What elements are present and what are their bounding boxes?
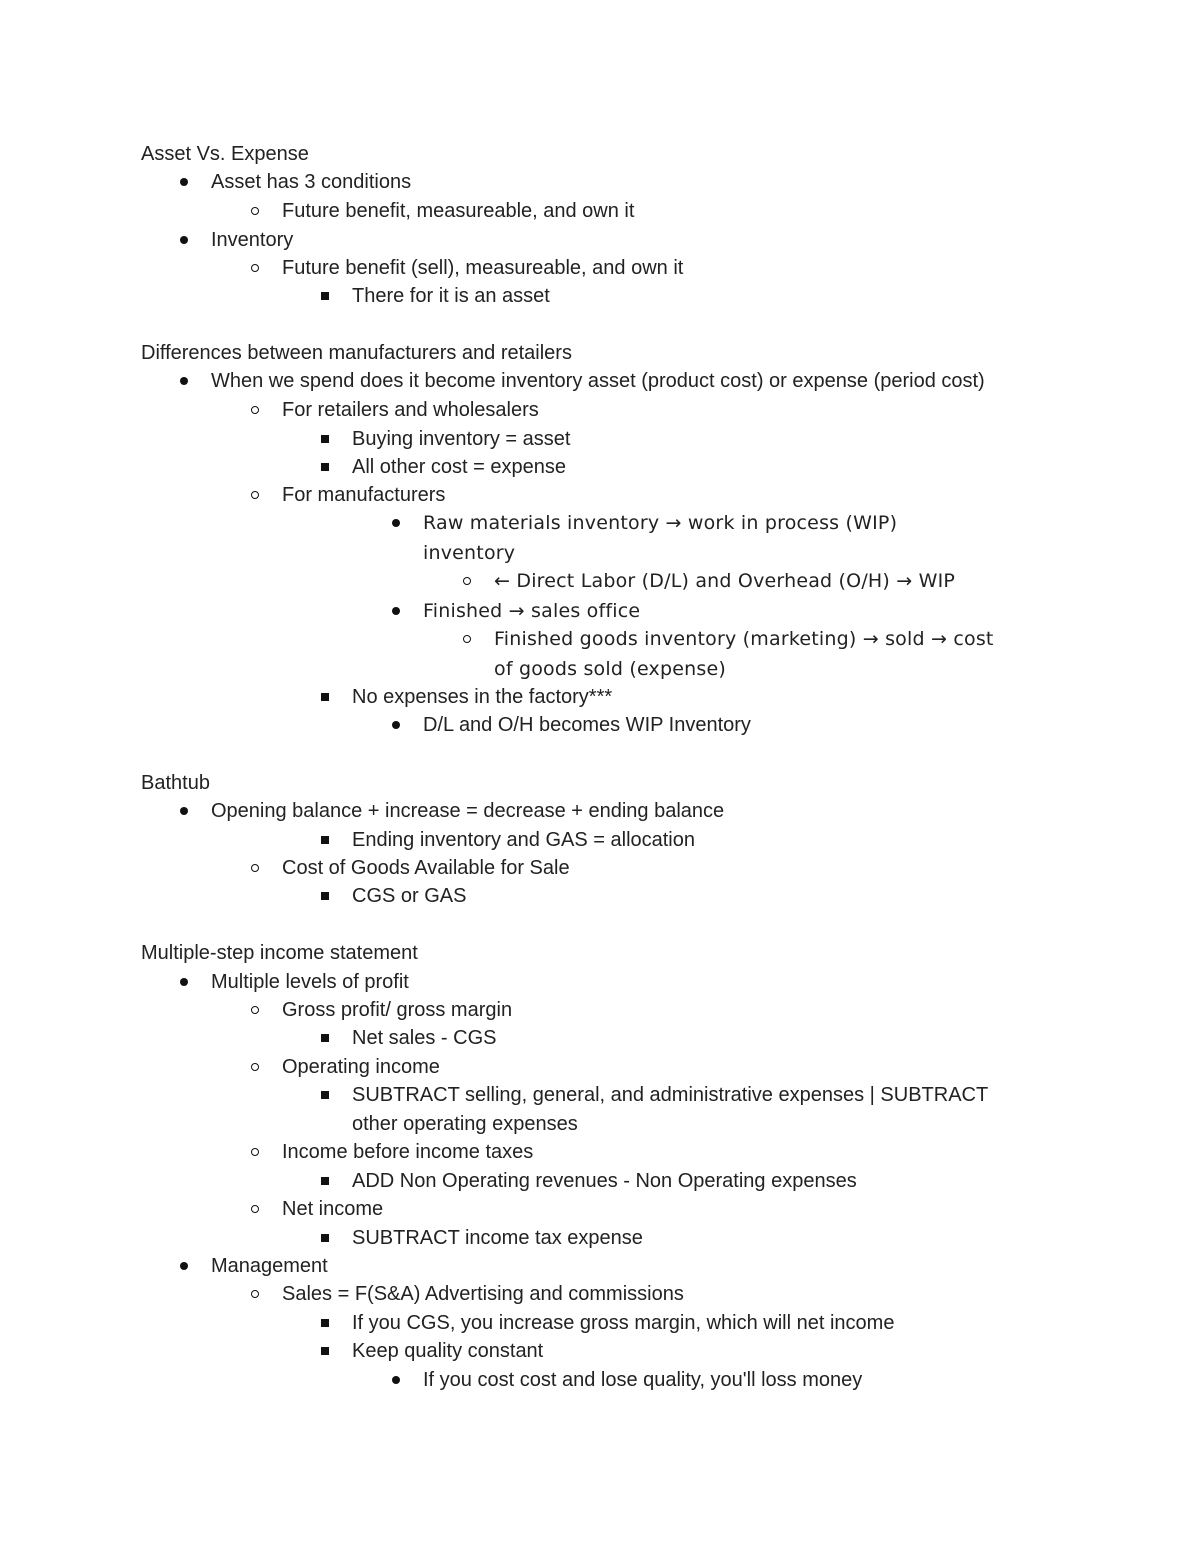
bullet-circle-icon <box>248 197 262 225</box>
bullet-dot-icon <box>389 509 403 537</box>
list-item-text: Asset has 3 conditions <box>211 171 412 193</box>
heading-text: Bathtub <box>141 772 210 794</box>
bullet-dot-icon <box>389 1366 403 1394</box>
list-item-text: Net income <box>282 1198 384 1220</box>
list-item-text: other operating expenses <box>352 1113 578 1135</box>
list-item-text: Sales = F(S&A) Advertising and commissions <box>282 1283 684 1305</box>
bullet-circle-icon <box>248 1138 262 1166</box>
list-item-text: When we spend does it become inventory asset (product cost) or expense (period cost) <box>211 370 985 392</box>
list-item-text: SUBTRACT income tax expense <box>352 1227 643 1249</box>
list-item-text: Net sales - CGS <box>352 1027 497 1049</box>
bullet-dot-icon <box>389 597 403 625</box>
list-item-text: Finished goods inventory (marketing) → sold → cost <box>494 628 994 650</box>
bullet-dot-icon <box>177 1252 191 1280</box>
bullet-circle-icon <box>248 854 262 882</box>
bullet-dot-icon <box>177 168 191 196</box>
bullet-square-icon <box>318 282 332 310</box>
bullet-circle-icon <box>248 1053 262 1081</box>
bullet-square-icon <box>318 1167 332 1195</box>
bullet-square-icon <box>318 1309 332 1337</box>
heading-text: Multiple-step income statement <box>141 942 418 964</box>
list-item-text: SUBTRACT selling, general, and administrative expenses | SUBTRACT <box>352 1084 989 1106</box>
list-item-text: Inventory <box>211 229 294 251</box>
bullet-square-icon <box>318 826 332 854</box>
bullet-dot-icon <box>389 711 403 739</box>
list-item-text: inventory <box>423 542 516 564</box>
list-item-text: ADD Non Operating revenues - Non Operating expenses <box>352 1170 857 1192</box>
bullet-square-icon <box>318 1337 332 1365</box>
bullet-dot-icon <box>177 968 191 996</box>
list-item-text: Finished → sales office <box>423 600 641 622</box>
bullet-circle-icon <box>460 567 474 595</box>
bullet-circle-icon <box>248 481 262 509</box>
bullet-circle-icon <box>248 396 262 424</box>
list-item-text: Multiple levels of profit <box>211 971 409 993</box>
list-item-text: If you cost cost and lose quality, you'll loss money <box>423 1369 863 1391</box>
list-item-text: For manufacturers <box>282 484 446 506</box>
bullet-dot-icon <box>177 367 191 395</box>
list-item-text: There for it is an asset <box>352 285 550 307</box>
list-item-text: All other cost = expense <box>352 456 567 478</box>
bullet-square-icon <box>318 1081 332 1109</box>
list-item-text: D/L and O/H becomes WIP Inventory <box>423 714 751 736</box>
list-item-text: Future benefit, measureable, and own it <box>282 200 635 222</box>
bullet-square-icon <box>318 425 332 453</box>
list-item-text: Gross profit/ gross margin <box>282 999 513 1021</box>
list-item-text: Future benefit (sell), measureable, and own it <box>282 257 684 279</box>
list-item-text: Ending inventory and GAS = allocation <box>352 829 695 851</box>
bullet-square-icon <box>318 1024 332 1052</box>
list-item-text: No expenses in the factory*** <box>352 686 613 708</box>
list-item-text: Buying inventory = asset <box>352 428 571 450</box>
bullet-circle-icon <box>460 625 474 653</box>
list-item-text: For retailers and wholesalers <box>282 399 539 421</box>
list-item-text: If you CGS, you increase gross margin, which will net income <box>352 1312 895 1334</box>
list-item-text: Income before income taxes <box>282 1141 534 1163</box>
list-item-text: Raw materials inventory → work in process (WIP) <box>423 512 898 534</box>
list-item-text: Keep quality constant <box>352 1340 544 1362</box>
list-item-text: Operating income <box>282 1056 440 1078</box>
bullet-circle-icon <box>248 996 262 1024</box>
list-item-text: of goods sold (expense) <box>494 658 726 680</box>
bullet-circle-icon <box>248 1280 262 1308</box>
bullet-circle-icon <box>248 1195 262 1223</box>
heading-text: Differences between manufacturers and retailers <box>141 342 572 364</box>
list-item-text: CGS or GAS <box>352 885 467 907</box>
list-item-text: Cost of Goods Available for Sale <box>282 857 570 879</box>
bullet-square-icon <box>318 453 332 481</box>
list-item-text: Opening balance + increase = decrease + ending balance <box>211 800 725 822</box>
bullet-square-icon <box>318 1224 332 1252</box>
heading-text: Asset Vs. Expense <box>141 143 309 165</box>
list-item-text: ← Direct Labor (D/L) and Overhead (O/H) → WIP <box>494 570 956 592</box>
list-item-text: Management <box>211 1255 328 1277</box>
bullet-dot-icon <box>177 797 191 825</box>
bullet-square-icon <box>318 683 332 711</box>
bullet-dot-icon <box>177 226 191 254</box>
bullet-square-icon <box>318 882 332 910</box>
bullet-circle-icon <box>248 254 262 282</box>
